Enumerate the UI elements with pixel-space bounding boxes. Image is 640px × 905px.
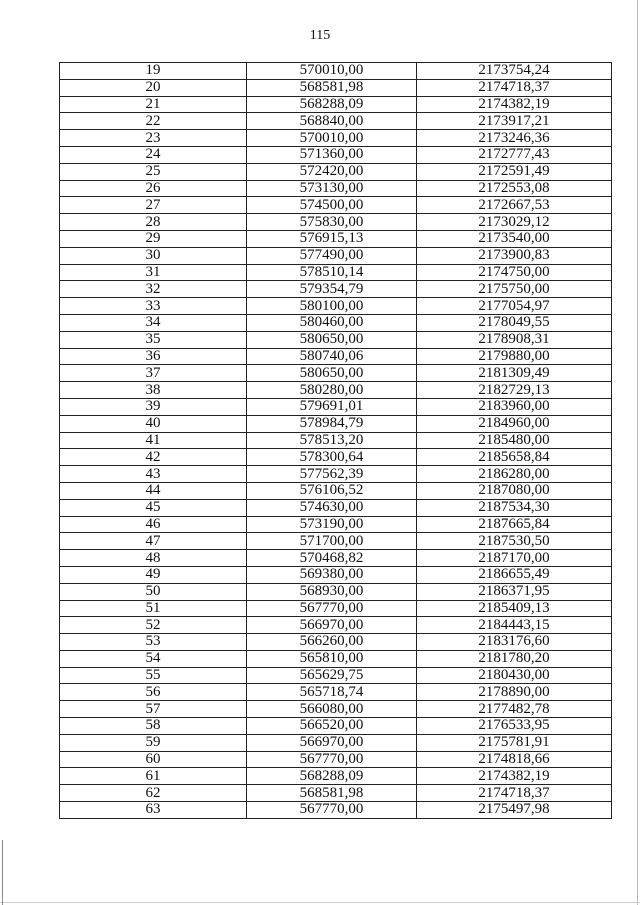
table-row	[60, 617, 612, 634]
point-number-cell: 24	[60, 146, 247, 163]
x-coordinate-cell: 569380,00	[247, 566, 417, 583]
y-coordinate-cell: 2186655,49	[417, 566, 612, 583]
table-row	[60, 163, 612, 180]
x-coordinate-cell: 577490,00	[247, 247, 417, 264]
point-number-cell: 61	[60, 768, 247, 785]
table-row	[60, 667, 612, 684]
x-coordinate-cell: 580740,06	[247, 348, 417, 365]
point-number-cell: 22	[60, 113, 247, 130]
y-coordinate-cell: 2178908,31	[417, 331, 612, 348]
point-number-cell: 58	[60, 718, 247, 735]
page-number: 115	[309, 28, 331, 43]
table-row	[60, 230, 612, 247]
y-coordinate-cell: 2178890,00	[417, 684, 612, 701]
point-number-cell: 20	[60, 79, 247, 96]
table-row	[60, 264, 612, 281]
point-number-cell: 46	[60, 516, 247, 533]
point-number-cell: 40	[60, 415, 247, 432]
y-coordinate-cell: 2172591,49	[417, 163, 612, 180]
table-row	[60, 482, 612, 499]
x-coordinate-cell: 566520,00	[247, 718, 417, 735]
x-coordinate-cell: 579691,01	[247, 398, 417, 415]
point-number-cell: 31	[60, 264, 247, 281]
x-coordinate-cell: 568930,00	[247, 583, 417, 600]
y-coordinate-cell: 2184960,00	[417, 415, 612, 432]
table-row	[60, 650, 612, 667]
x-coordinate-cell: 578984,79	[247, 415, 417, 432]
y-coordinate-cell: 2175750,00	[417, 281, 612, 298]
table-row	[60, 566, 612, 583]
table-row	[60, 600, 612, 617]
point-number-cell: 29	[60, 230, 247, 247]
table-row	[60, 634, 612, 651]
page-edge-left	[2, 840, 3, 905]
table-row	[60, 130, 612, 147]
x-coordinate-cell: 580650,00	[247, 331, 417, 348]
point-number-cell: 34	[60, 314, 247, 331]
point-number-cell: 27	[60, 197, 247, 214]
point-number-cell: 45	[60, 499, 247, 516]
point-number-cell: 19	[60, 63, 247, 80]
x-coordinate-cell: 579354,79	[247, 281, 417, 298]
x-coordinate-cell: 568288,09	[247, 768, 417, 785]
x-coordinate-cell: 577562,39	[247, 466, 417, 483]
y-coordinate-cell: 2180430,00	[417, 667, 612, 684]
x-coordinate-cell: 580460,00	[247, 314, 417, 331]
y-coordinate-cell: 2172553,08	[417, 180, 612, 197]
table-row	[60, 550, 612, 567]
point-number-cell: 37	[60, 365, 247, 382]
table-row	[60, 96, 612, 113]
x-coordinate-cell: 566970,00	[247, 734, 417, 751]
point-number-cell: 33	[60, 298, 247, 315]
x-coordinate-cell: 578513,20	[247, 432, 417, 449]
table-row	[60, 684, 612, 701]
x-coordinate-cell: 578300,64	[247, 449, 417, 466]
y-coordinate-cell: 2175781,91	[417, 734, 612, 751]
coordinates-table	[59, 62, 612, 819]
table-row	[60, 583, 612, 600]
table-row	[60, 197, 612, 214]
x-coordinate-cell: 570010,00	[247, 130, 417, 147]
x-coordinate-cell: 576106,52	[247, 482, 417, 499]
table-row	[60, 499, 612, 516]
table-row	[60, 734, 612, 751]
point-number-cell: 25	[60, 163, 247, 180]
x-coordinate-cell: 571700,00	[247, 533, 417, 550]
point-number-cell: 53	[60, 634, 247, 651]
x-coordinate-cell: 574500,00	[247, 197, 417, 214]
y-coordinate-cell: 2174818,66	[417, 751, 612, 768]
y-coordinate-cell: 2185658,84	[417, 449, 612, 466]
point-number-cell: 28	[60, 214, 247, 231]
x-coordinate-cell: 568840,00	[247, 113, 417, 130]
point-number-cell: 57	[60, 701, 247, 718]
point-number-cell: 23	[60, 130, 247, 147]
y-coordinate-cell: 2179880,00	[417, 348, 612, 365]
table-row	[60, 516, 612, 533]
y-coordinate-cell: 2183176,60	[417, 634, 612, 651]
x-coordinate-cell: 565629,75	[247, 667, 417, 684]
table-row	[60, 63, 612, 80]
x-coordinate-cell: 575830,00	[247, 214, 417, 231]
x-coordinate-cell: 570468,82	[247, 550, 417, 567]
y-coordinate-cell: 2184443,15	[417, 617, 612, 634]
table-row	[60, 314, 612, 331]
table-row	[60, 180, 612, 197]
x-coordinate-cell: 573190,00	[247, 516, 417, 533]
table-row	[60, 247, 612, 264]
table-row	[60, 415, 612, 432]
table-row	[60, 281, 612, 298]
x-coordinate-cell: 580280,00	[247, 382, 417, 399]
x-coordinate-cell: 571360,00	[247, 146, 417, 163]
point-number-cell: 36	[60, 348, 247, 365]
x-coordinate-cell: 573130,00	[247, 180, 417, 197]
y-coordinate-cell: 2181309,49	[417, 365, 612, 382]
table-row	[60, 718, 612, 735]
x-coordinate-cell: 568581,98	[247, 79, 417, 96]
x-coordinate-cell: 568581,98	[247, 785, 417, 802]
x-coordinate-cell: 566080,00	[247, 701, 417, 718]
y-coordinate-cell: 2186280,00	[417, 466, 612, 483]
table-row	[60, 449, 612, 466]
table-row	[60, 348, 612, 365]
x-coordinate-cell: 570010,00	[247, 63, 417, 80]
y-coordinate-cell: 2187665,84	[417, 516, 612, 533]
coordinates-table-container	[59, 62, 611, 819]
point-number-cell: 48	[60, 550, 247, 567]
y-coordinate-cell: 2187170,00	[417, 550, 612, 567]
x-coordinate-cell: 568288,09	[247, 96, 417, 113]
y-coordinate-cell: 2187080,00	[417, 482, 612, 499]
y-coordinate-cell: 2173246,36	[417, 130, 612, 147]
x-coordinate-cell: 566970,00	[247, 617, 417, 634]
table-row	[60, 466, 612, 483]
table-row	[60, 751, 612, 768]
y-coordinate-cell: 2177054,97	[417, 298, 612, 315]
y-coordinate-cell: 2174718,37	[417, 79, 612, 96]
coordinates-table-body	[60, 63, 612, 819]
y-coordinate-cell: 2173754,24	[417, 63, 612, 80]
point-number-cell: 52	[60, 617, 247, 634]
page-edge-bottom	[0, 902, 640, 903]
y-coordinate-cell: 2172777,43	[417, 146, 612, 163]
point-number-cell: 41	[60, 432, 247, 449]
x-coordinate-cell: 567770,00	[247, 802, 417, 819]
y-coordinate-cell: 2181780,20	[417, 650, 612, 667]
point-number-cell: 49	[60, 566, 247, 583]
y-coordinate-cell: 2174718,37	[417, 785, 612, 802]
y-coordinate-cell: 2178049,55	[417, 314, 612, 331]
x-coordinate-cell: 567770,00	[247, 751, 417, 768]
y-coordinate-cell: 2172667,53	[417, 197, 612, 214]
point-number-cell: 26	[60, 180, 247, 197]
y-coordinate-cell: 2173917,21	[417, 113, 612, 130]
x-coordinate-cell: 574630,00	[247, 499, 417, 516]
table-row	[60, 398, 612, 415]
y-coordinate-cell: 2173900,83	[417, 247, 612, 264]
y-coordinate-cell: 2185409,13	[417, 600, 612, 617]
table-row	[60, 146, 612, 163]
y-coordinate-cell: 2174750,00	[417, 264, 612, 281]
page-edge-right	[637, 0, 638, 905]
y-coordinate-cell: 2186371,95	[417, 583, 612, 600]
point-number-cell: 56	[60, 684, 247, 701]
point-number-cell: 59	[60, 734, 247, 751]
y-coordinate-cell: 2173029,12	[417, 214, 612, 231]
table-row	[60, 331, 612, 348]
y-coordinate-cell: 2174382,19	[417, 96, 612, 113]
table-row	[60, 382, 612, 399]
y-coordinate-cell: 2177482,78	[417, 701, 612, 718]
point-number-cell: 47	[60, 533, 247, 550]
point-number-cell: 43	[60, 466, 247, 483]
point-number-cell: 55	[60, 667, 247, 684]
table-row	[60, 768, 612, 785]
y-coordinate-cell: 2175497,98	[417, 802, 612, 819]
x-coordinate-cell: 565718,74	[247, 684, 417, 701]
point-number-cell: 42	[60, 449, 247, 466]
point-number-cell: 35	[60, 331, 247, 348]
x-coordinate-cell: 576915,13	[247, 230, 417, 247]
y-coordinate-cell: 2183960,00	[417, 398, 612, 415]
table-row	[60, 298, 612, 315]
point-number-cell: 39	[60, 398, 247, 415]
point-number-cell: 60	[60, 751, 247, 768]
y-coordinate-cell: 2176533,95	[417, 718, 612, 735]
table-row	[60, 533, 612, 550]
table-row	[60, 785, 612, 802]
point-number-cell: 50	[60, 583, 247, 600]
point-number-cell: 21	[60, 96, 247, 113]
table-row	[60, 214, 612, 231]
y-coordinate-cell: 2182729,13	[417, 382, 612, 399]
table-row	[60, 701, 612, 718]
point-number-cell: 38	[60, 382, 247, 399]
x-coordinate-cell: 578510,14	[247, 264, 417, 281]
y-coordinate-cell: 2187534,30	[417, 499, 612, 516]
table-row	[60, 79, 612, 96]
y-coordinate-cell: 2187530,50	[417, 533, 612, 550]
table-row	[60, 365, 612, 382]
x-coordinate-cell: 565810,00	[247, 650, 417, 667]
table-row	[60, 432, 612, 449]
x-coordinate-cell: 572420,00	[247, 163, 417, 180]
point-number-cell: 51	[60, 600, 247, 617]
x-coordinate-cell: 566260,00	[247, 634, 417, 651]
point-number-cell: 44	[60, 482, 247, 499]
y-coordinate-cell: 2173540,00	[417, 230, 612, 247]
point-number-cell: 54	[60, 650, 247, 667]
x-coordinate-cell: 580650,00	[247, 365, 417, 382]
point-number-cell: 32	[60, 281, 247, 298]
point-number-cell: 30	[60, 247, 247, 264]
x-coordinate-cell: 580100,00	[247, 298, 417, 315]
x-coordinate-cell: 567770,00	[247, 600, 417, 617]
table-row	[60, 802, 612, 819]
y-coordinate-cell: 2174382,19	[417, 768, 612, 785]
point-number-cell: 63	[60, 802, 247, 819]
y-coordinate-cell: 2185480,00	[417, 432, 612, 449]
table-row	[60, 113, 612, 130]
point-number-cell: 62	[60, 785, 247, 802]
